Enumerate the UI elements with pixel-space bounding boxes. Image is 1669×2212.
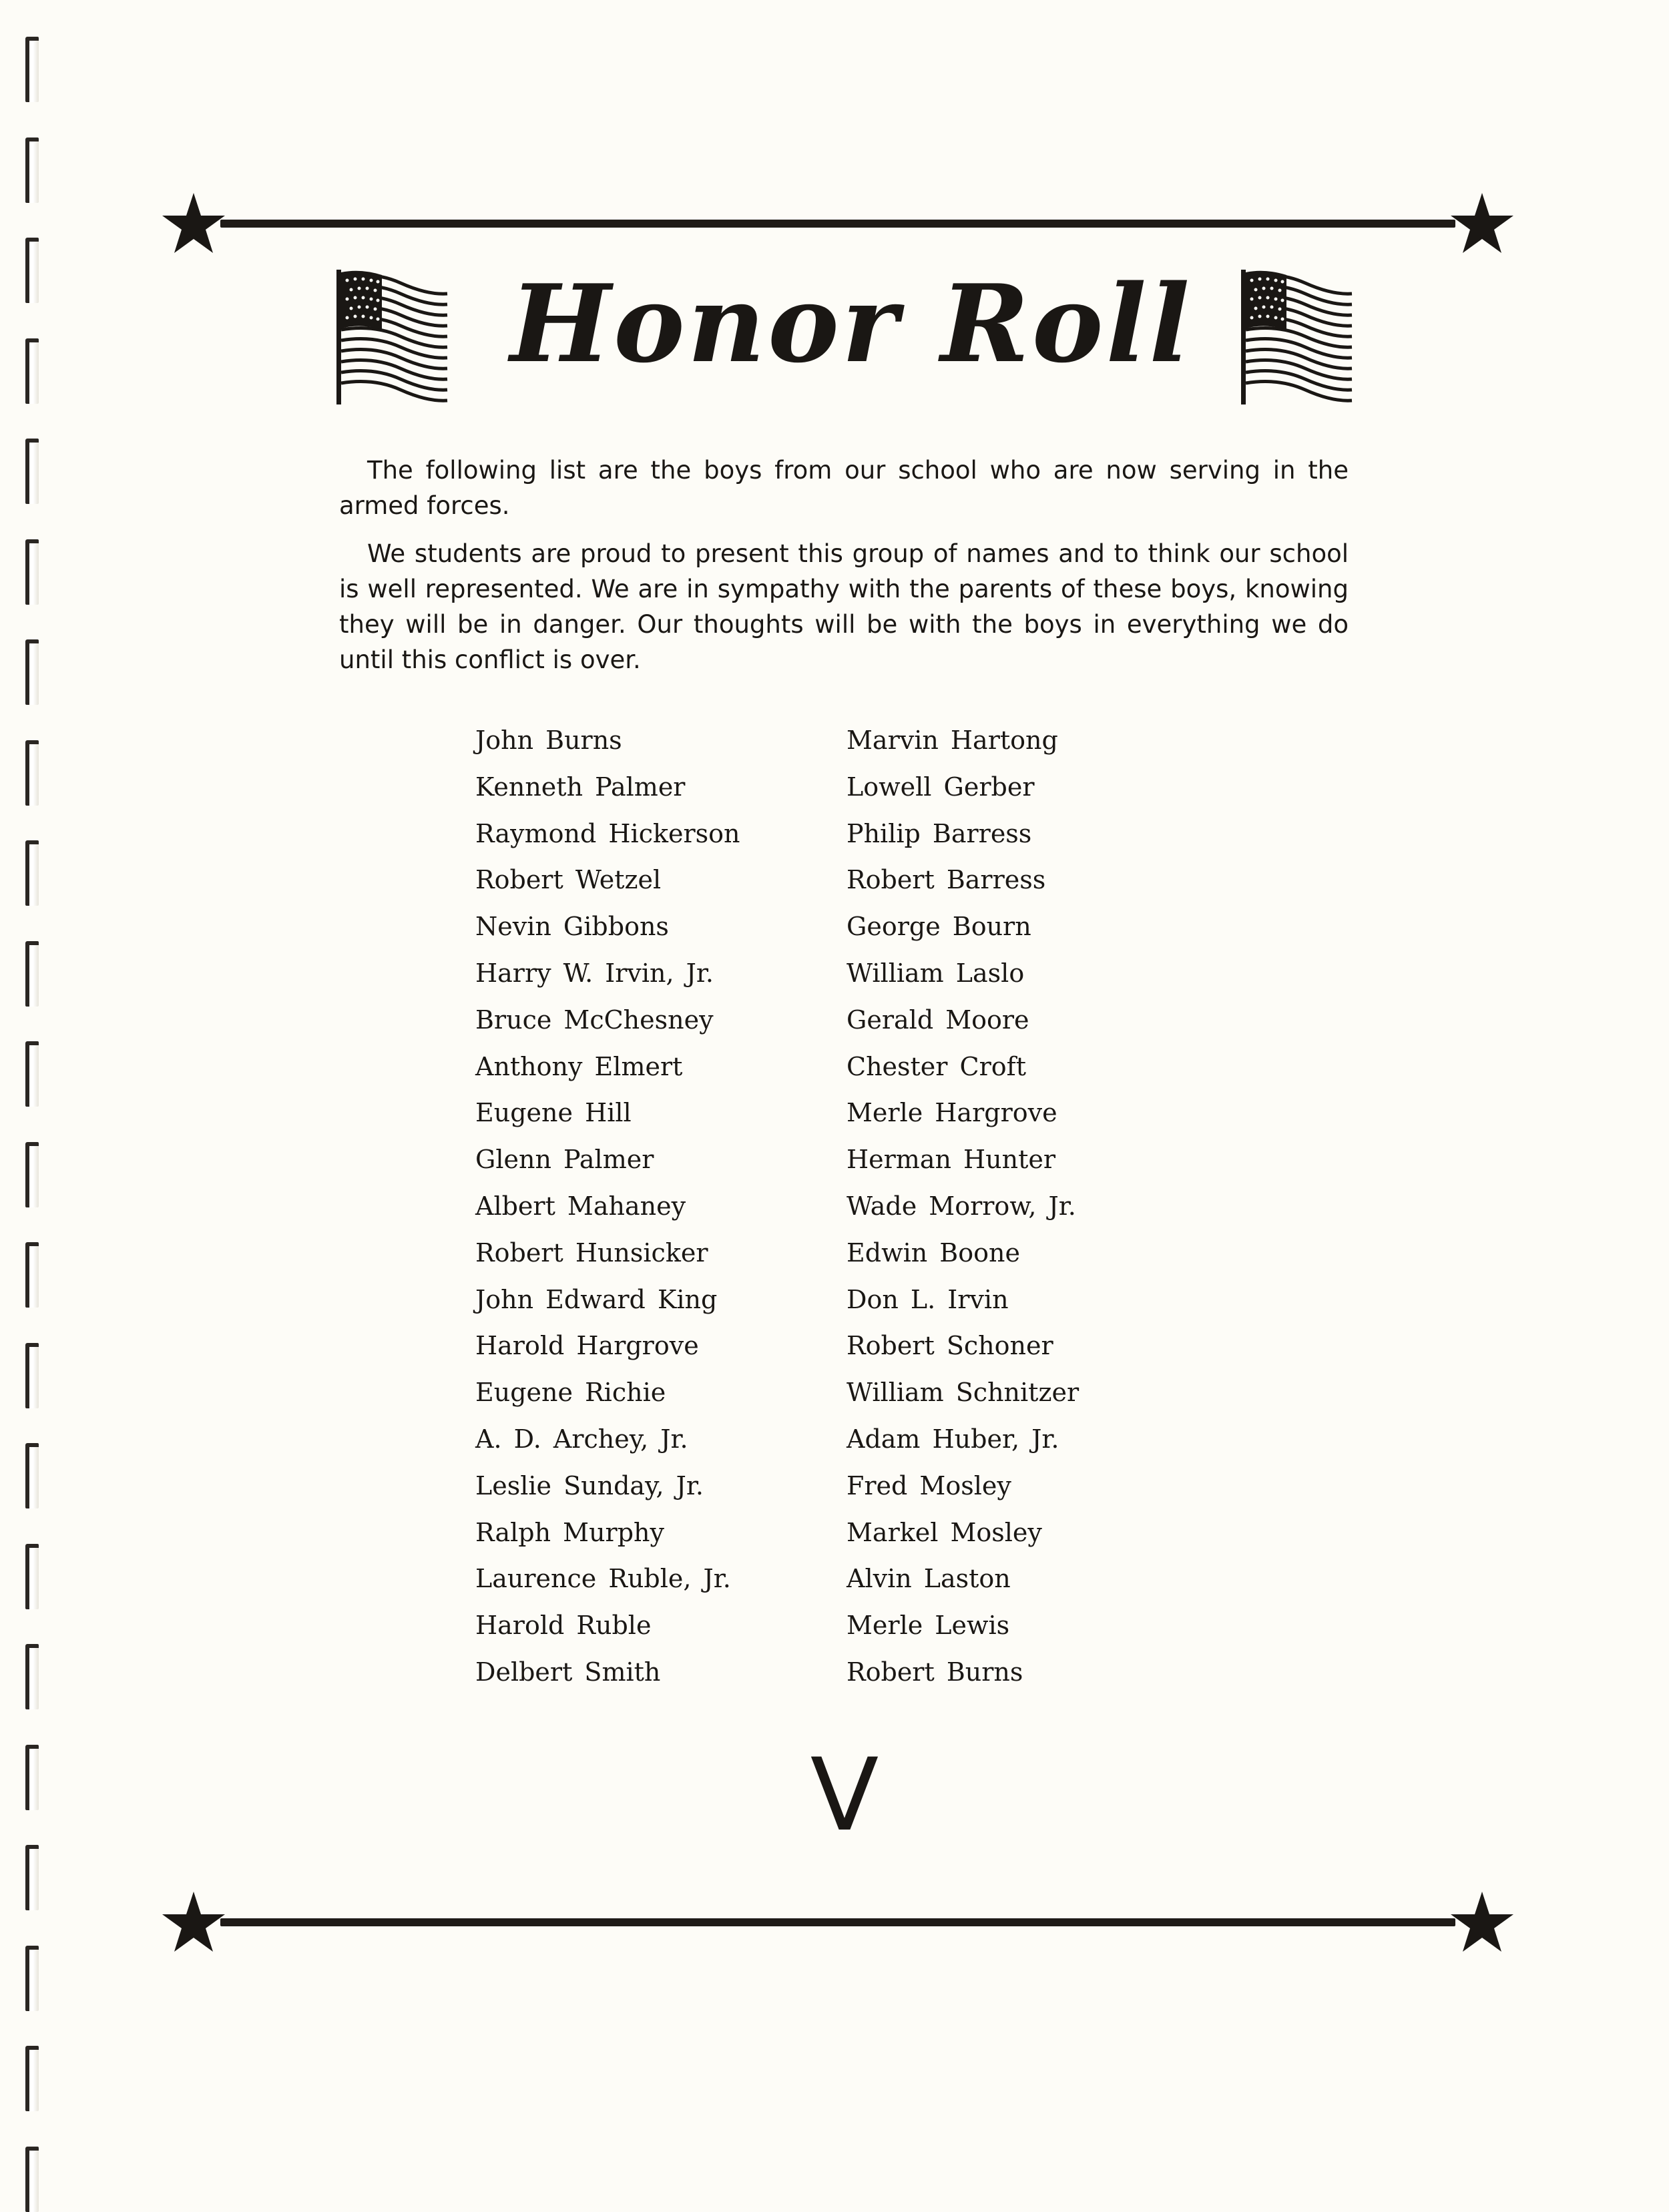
american-flag-icon — [1238, 267, 1355, 407]
honoree-name: Don L. Irvin — [847, 1284, 1009, 1314]
binding-hole — [25, 439, 39, 504]
american-flag-icon — [334, 267, 451, 407]
binding-hole — [25, 37, 39, 102]
binding-hole — [25, 1041, 39, 1107]
honoree-name: Bruce McChesney — [475, 1005, 714, 1035]
honoree-name: Ralph Murphy — [475, 1517, 664, 1547]
binding-hole — [25, 740, 39, 806]
honoree-name: Philip Barress — [847, 818, 1032, 848]
honoree-name: Markel Mosley — [847, 1517, 1042, 1547]
honoree-name: Glenn Palmer — [475, 1145, 654, 1175]
honoree-name: Eugene Richie — [475, 1378, 666, 1408]
honoree-name: Robert Burns — [847, 1657, 1023, 1687]
honoree-name: Harold Ruble — [475, 1611, 652, 1641]
honoree-name: Gerald Moore — [847, 1005, 1029, 1035]
bottom-rule — [160, 1889, 1515, 1956]
honoree-name: Robert Wetzel — [475, 865, 662, 895]
honoree-name: William Laslo — [847, 958, 1025, 988]
honoree-name: Fred Mosley — [847, 1470, 1011, 1500]
name-list-left — [475, 718, 740, 1696]
honoree-name: Robert Schoner — [847, 1331, 1053, 1361]
honoree-name: Kenneth Palmer — [475, 772, 686, 802]
honoree-name: Alvin Laston — [847, 1564, 1011, 1594]
honoree-name: George Bourn — [847, 912, 1031, 942]
binding-hole — [25, 1544, 39, 1609]
star-icon — [1449, 1889, 1515, 1956]
star-icon — [1449, 190, 1515, 257]
honoree-name: William Schnitzer — [847, 1378, 1080, 1408]
binding-hole — [25, 137, 39, 203]
binding-hole — [25, 1745, 39, 1810]
binding-hole — [25, 840, 39, 906]
honoree-name: Adam Huber, Jr. — [847, 1424, 1059, 1454]
binding-hole — [25, 639, 39, 705]
intro-paragraph: We students are proud to present this group of names and to think our school is well represented. We are in sympathy with the parents of these boys, knowing they will be in danger. Our thoughts will be with the boys in everything we do until this conflict is over. — [339, 539, 1349, 674]
name-list-right — [847, 718, 1079, 1696]
binding-hole — [25, 1242, 39, 1308]
star-icon — [160, 190, 227, 257]
honoree-name: Robert Barress — [847, 865, 1046, 895]
page-title: Honor Roll — [509, 261, 1193, 386]
intro-paragraph: The following list are the boys from our school who are now serving in the armed forces. — [339, 456, 1349, 520]
divider-line — [220, 1918, 1455, 1926]
honoree-name: Lowell Gerber — [847, 772, 1035, 802]
honoree-name: Merle Hargrove — [847, 1098, 1057, 1128]
honoree-name: Wade Morrow, Jr. — [847, 1191, 1076, 1221]
honoree-name: Marvin Hartong — [847, 726, 1058, 755]
star-icon — [160, 1889, 227, 1956]
honoree-name: Raymond Hickerson — [475, 818, 740, 848]
binding-hole — [25, 338, 39, 404]
honoree-name: Delbert Smith — [475, 1657, 661, 1687]
binding-hole — [25, 1845, 39, 1910]
honoree-name: Eugene Hill — [475, 1098, 632, 1128]
binding-hole — [25, 1142, 39, 1207]
honoree-name: Nevin Gibbons — [475, 912, 669, 942]
binding-hole — [25, 2147, 39, 2212]
honoree-name: Edwin Boone — [847, 1237, 1020, 1268]
honoree-name: Albert Mahaney — [475, 1191, 686, 1221]
honoree-name: Robert Hunsicker — [475, 1237, 708, 1268]
honoree-name: Laurence Ruble, Jr. — [475, 1564, 731, 1594]
honoree-name: Leslie Sunday, Jr. — [475, 1470, 704, 1500]
honoree-name: Anthony Elmert — [475, 1051, 683, 1081]
honoree-name: Chester Croft — [847, 1051, 1026, 1081]
top-rule — [160, 190, 1515, 257]
binding-hole — [25, 1443, 39, 1508]
binding-hole — [25, 1343, 39, 1408]
binding-hole — [25, 1644, 39, 1709]
divider-line — [220, 220, 1455, 228]
binding-hole — [25, 539, 39, 605]
honoree-name: Harold Hargrove — [475, 1331, 699, 1361]
spiral-binding — [0, 0, 60, 2167]
honoree-name: John Edward King — [475, 1284, 718, 1314]
honoree-name: John Burns — [475, 726, 622, 755]
honoree-name: Merle Lewis — [847, 1611, 1010, 1641]
binding-hole — [25, 1946, 39, 2011]
honoree-name: A. D. Archey, Jr. — [475, 1424, 688, 1454]
honoree-name: Herman Hunter — [847, 1145, 1056, 1175]
binding-hole — [25, 2046, 39, 2111]
honoree-name: Harry W. Irvin, Jr. — [475, 958, 714, 988]
binding-hole — [25, 238, 39, 303]
victory-mark: V — [810, 1737, 879, 1854]
binding-hole — [25, 941, 39, 1007]
